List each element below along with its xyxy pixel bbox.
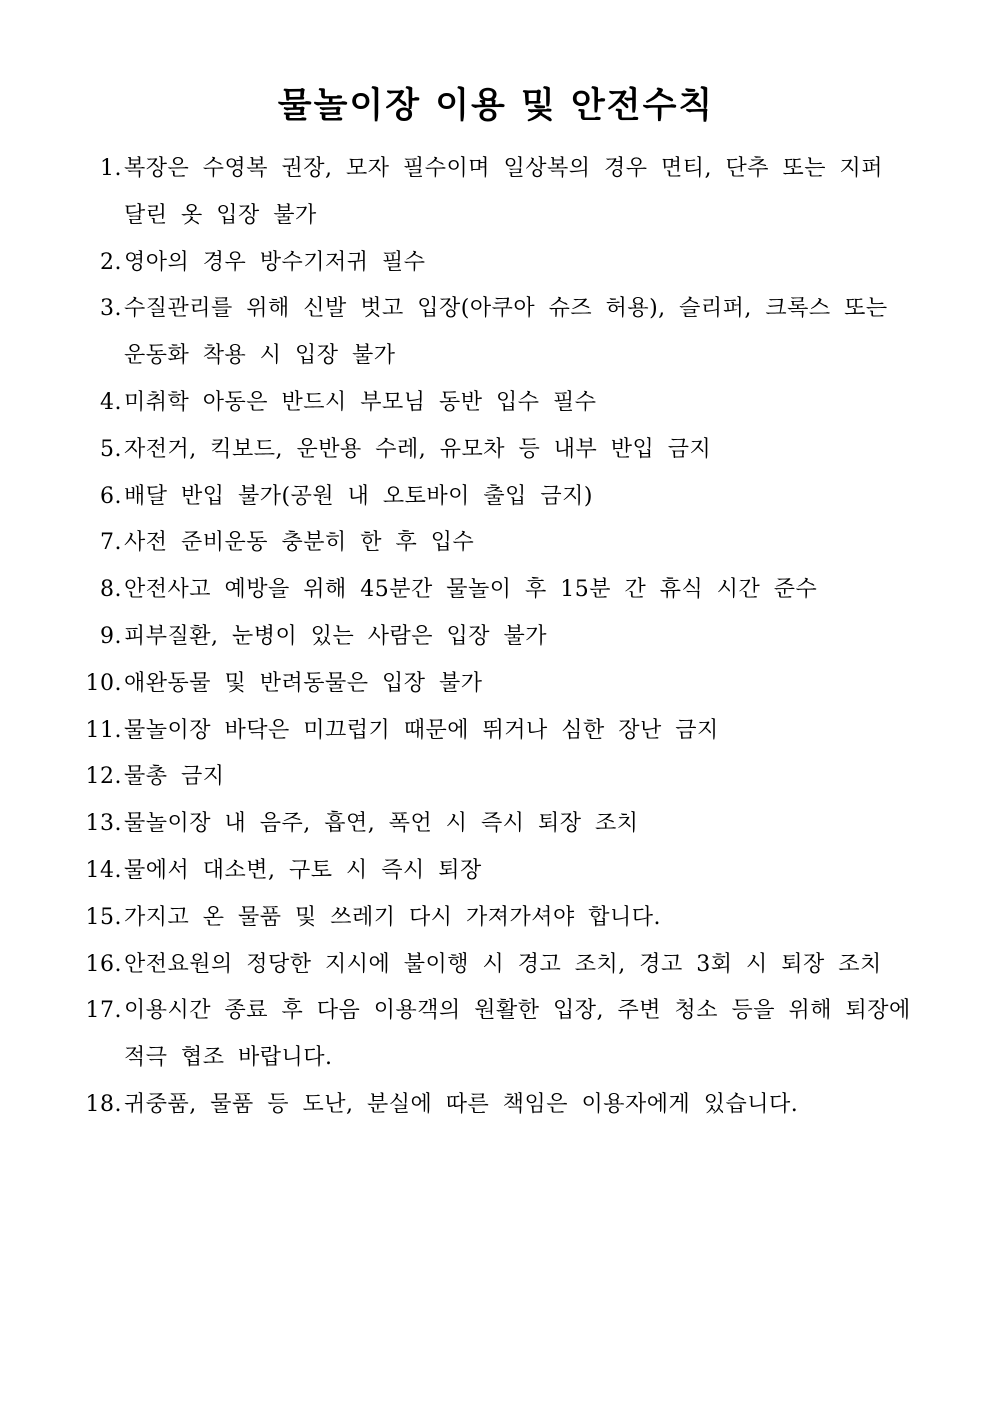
- rule-item: [78, 708, 918, 755]
- rule-text: 가지고 온 물품 및 쓰레기 다시 가져가셔야 합니다.: [124, 904, 661, 930]
- rule-number: 14.: [85, 857, 122, 883]
- rule-number: 15.: [85, 904, 122, 930]
- rule-item: [78, 848, 918, 895]
- rule-item: [78, 567, 918, 614]
- rule-item: [78, 520, 918, 567]
- rule-item: [78, 942, 918, 989]
- rule-text: 애완동물 및 반려동물은 입장 불가: [124, 670, 483, 696]
- rule-number: 13.: [85, 811, 122, 837]
- rule-text: 피부질환, 눈병이 있는 사람은 입장 불가: [124, 623, 547, 649]
- rule-text: 수질관리를 위해 신발 벗고 입장(아쿠아 슈즈 허용), 슬리퍼, 크록스 또는 운동화 착용 시 입장 불가: [124, 296, 888, 369]
- rule-item: [78, 801, 918, 848]
- rule-item: [78, 474, 918, 521]
- rule-text: 복장은 수영복 권장, 모자 필수이며 일상복의 경우 면티, 단추 또는 지퍼 달린 옷 입장 불가: [124, 156, 883, 228]
- rule-item: [78, 146, 918, 240]
- rule-text: 물에서 대소변, 구토 시 즉시 퇴장: [124, 857, 482, 883]
- rule-item: [78, 427, 918, 474]
- rule-number: 17.: [85, 998, 122, 1024]
- rule-text: 물놀이장 내 음주, 흡연, 폭언 시 즉시 퇴장 조치: [124, 811, 639, 837]
- rule-item: [78, 895, 918, 942]
- rule-text: 물놀이장 바닥은 미끄럽기 때문에 뛰거나 심한 장난 금지: [124, 717, 719, 743]
- rule-text: 배달 반입 불가(공원 내 오토바이 출입 금지): [124, 483, 593, 509]
- document-title: 물놀이장 이용 및 안전수칙: [277, 86, 715, 126]
- rule-number: 7.: [100, 530, 122, 556]
- rule-number: 11.: [85, 717, 122, 743]
- rule-number: 8.: [100, 577, 122, 603]
- rule-number: 2.: [100, 249, 122, 275]
- rule-item: [78, 240, 918, 287]
- rule-item: [78, 380, 918, 427]
- rule-text: 물총 금지: [124, 764, 225, 790]
- rule-number: 10.: [85, 670, 122, 696]
- rule-text: 미취학 아동은 반드시 부모님 동반 입수 필수: [124, 389, 597, 415]
- rule-text: 안전요원의 정당한 지시에 불이행 시 경고 조치, 경고 3회 시 퇴장 조치: [124, 951, 882, 977]
- rule-item: [78, 754, 918, 801]
- rule-number: 6.: [100, 483, 122, 509]
- rule-item: [78, 661, 918, 708]
- rule-number: 4.: [100, 389, 122, 415]
- rules-list: [78, 146, 918, 1129]
- rule-item: [78, 286, 918, 380]
- rule-number: 5.: [100, 436, 122, 462]
- rule-text: 이용시간 종료 후 다음 이용객의 원활한 입장, 주변 청소 등을 위해 퇴장에 적극 협조 바랍니다.: [124, 998, 911, 1071]
- rule-text: 귀중품, 물품 등 도난, 분실에 따른 책임은 이용자에게 있습니다.: [124, 1091, 799, 1117]
- rule-number: 3.: [100, 296, 122, 322]
- rule-number: 18.: [85, 1091, 122, 1117]
- rule-item: [78, 988, 918, 1082]
- rule-number: 9.: [100, 623, 122, 649]
- rule-number: 16.: [85, 951, 122, 977]
- rule-item: [78, 1082, 918, 1129]
- rule-number: 1.: [100, 156, 122, 181]
- rule-text: 안전사고 예방을 위해 45분간 물놀이 후 15분 간 휴식 시간 준수: [124, 577, 818, 603]
- rule-item: [78, 614, 918, 661]
- rule-text: 영아의 경우 방수기저귀 필수: [124, 249, 426, 275]
- rule-text: 자전거, 킥보드, 운반용 수레, 유모차 등 내부 반입 금지: [124, 436, 712, 462]
- rule-number: 12.: [85, 764, 122, 790]
- rule-text: 사전 준비운동 충분히 한 후 입수: [124, 530, 475, 556]
